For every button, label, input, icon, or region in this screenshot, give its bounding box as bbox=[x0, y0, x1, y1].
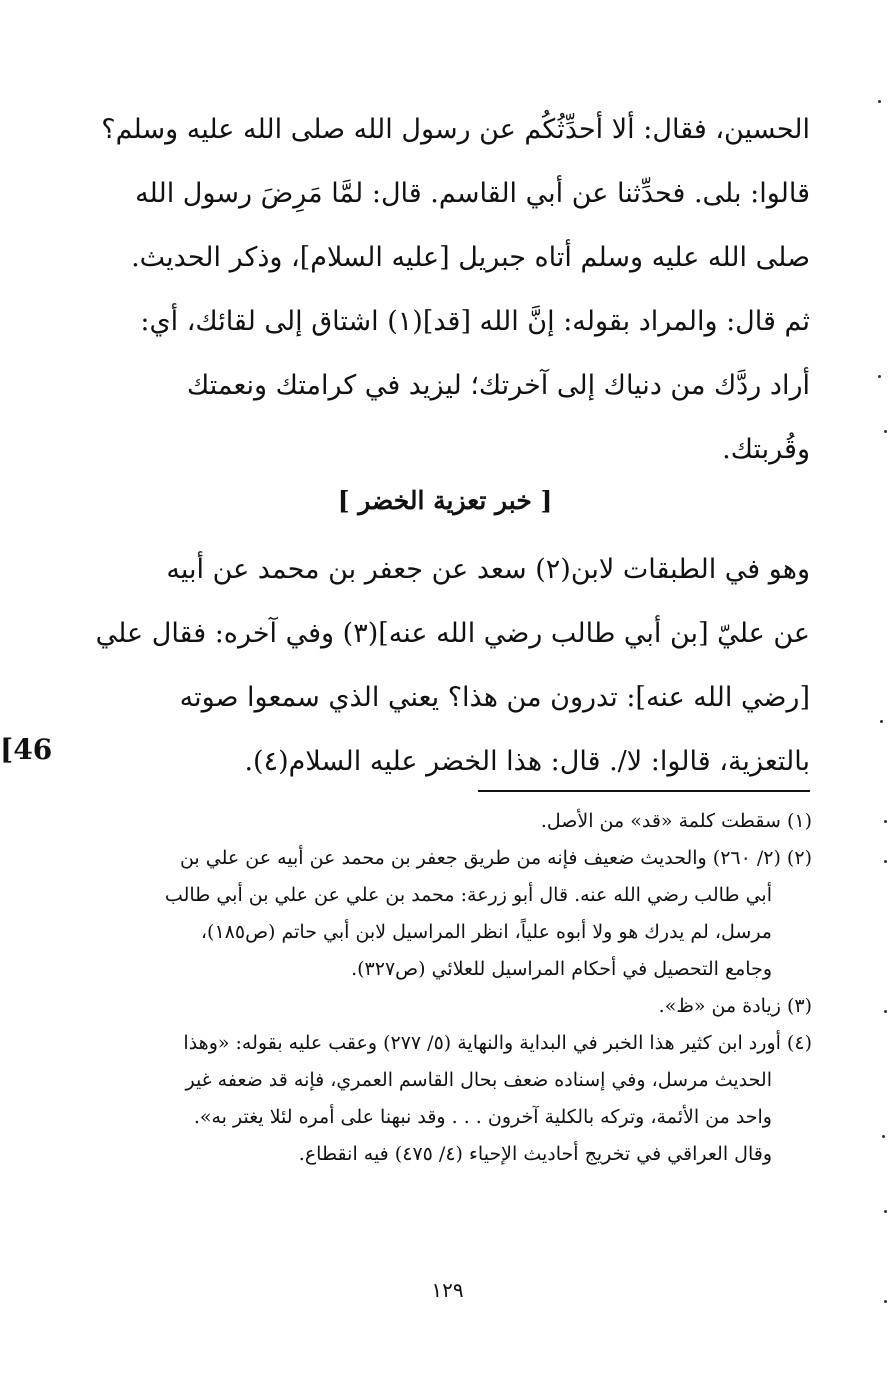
footnote-2-continuation: مرسل، لم يدرك هو ولا أبوه علياً، انظر المراسيل لابن أبي حاتم (ص١٨٥)، bbox=[200, 921, 772, 943]
footnote-4-continuation: واحد من الأئمة، وتركه بالكلية آخرون . . . وقد نبهنا على أمره لئلا يغتر به». bbox=[193, 1106, 772, 1128]
scan-speck bbox=[884, 1210, 887, 1213]
footnote-2: (٢) (٢/ ٢٦٠) والحديث ضعيف فإنه من طريق جعفر بن محمد عن أبيه عن علي بن bbox=[179, 847, 812, 869]
section-heading: [ خبر تعزية الخضر ] bbox=[337, 486, 553, 515]
text-line: عن عليّ [بن أبي طالب رضي الله عنه](٣) وفي آخره: فقال علي bbox=[95, 618, 810, 649]
footnotes bbox=[72, 803, 812, 1173]
footnote-4-continuation: وقال العراقي في تخريج أحاديث الإحياء (٤/ ٤٧٥) فيه انقطاع. bbox=[298, 1143, 772, 1165]
main-paragraph bbox=[80, 98, 810, 482]
text-line: صلى الله عليه وسلم أتاه جبريل [عليه السلام]، وذكر الحديث. bbox=[131, 242, 810, 273]
manuscript-folio-marker: [46 bbox=[0, 733, 53, 766]
scan-speck bbox=[884, 1010, 887, 1013]
footnote-1: (١) سقطت كلمة «قد» من الأصل. bbox=[540, 810, 812, 832]
scan-speck bbox=[878, 100, 881, 103]
text-line: قالوا: بلى. فحدِّثنا عن أبي القاسم. قال: لمَّا مَرِضَ رسول الله bbox=[135, 178, 810, 209]
page-number: ١٢٩ bbox=[431, 1278, 464, 1302]
text-line: الحسين، فقال: ألا أحدِّثُكُم عن رسول الله صلى الله عليه وسلم؟ bbox=[101, 114, 810, 145]
scan-speck bbox=[884, 860, 887, 863]
scan-speck bbox=[884, 430, 887, 433]
footnote-4-continuation: الحديث مرسل، وفي إسناده ضعف بحال القاسم العمري، فإنه قد ضعفه غير bbox=[185, 1069, 772, 1091]
footnote-3: (٣) زيادة من «ظ». bbox=[658, 995, 812, 1017]
scan-speck bbox=[878, 375, 881, 378]
footnote-2-continuation: وجامع التحصيل في أحكام المراسيل للعلائي (ص٣٢٧). bbox=[351, 958, 772, 980]
scan-speck bbox=[884, 1300, 887, 1303]
footnote-4: (٤) أورد ابن كثير هذا الخبر في البداية والنهاية (٥/ ٢٧٧) وعقب عليه بقوله: «وهذا bbox=[183, 1032, 812, 1054]
section-paragraph bbox=[80, 538, 810, 794]
text-line: ثم قال: والمراد بقوله: إنَّ الله [قد](١) اشتاق إلى لقائك، أي: bbox=[140, 306, 810, 337]
footnote-2-continuation: أبي طالب رضي الله عنه. قال أبو زرعة: محمد بن علي عن علي بن أبي طالب bbox=[164, 884, 772, 906]
scan-speck bbox=[884, 820, 887, 823]
text-line: وقُربتك. bbox=[722, 434, 810, 465]
text-line: [رضي الله عنه]: تدرون من هذا؟ يعني الذي سمعوا صوته bbox=[179, 682, 810, 713]
text-line: بالتعزية، قالوا: لا/. قال: هذا الخضر عليه السلام(٤). bbox=[244, 746, 810, 777]
text-line: أراد ردَّك من دنياك إلى آخرتك؛ ليزيد في كرامتك ونعمتك bbox=[186, 370, 810, 401]
text-line: وهو في الطبقات لابن(٢) سعد عن جعفر بن محمد عن أبيه bbox=[166, 554, 810, 585]
footnote-separator bbox=[478, 790, 810, 792]
scan-speck bbox=[880, 720, 883, 723]
scan-speck bbox=[882, 1135, 885, 1138]
